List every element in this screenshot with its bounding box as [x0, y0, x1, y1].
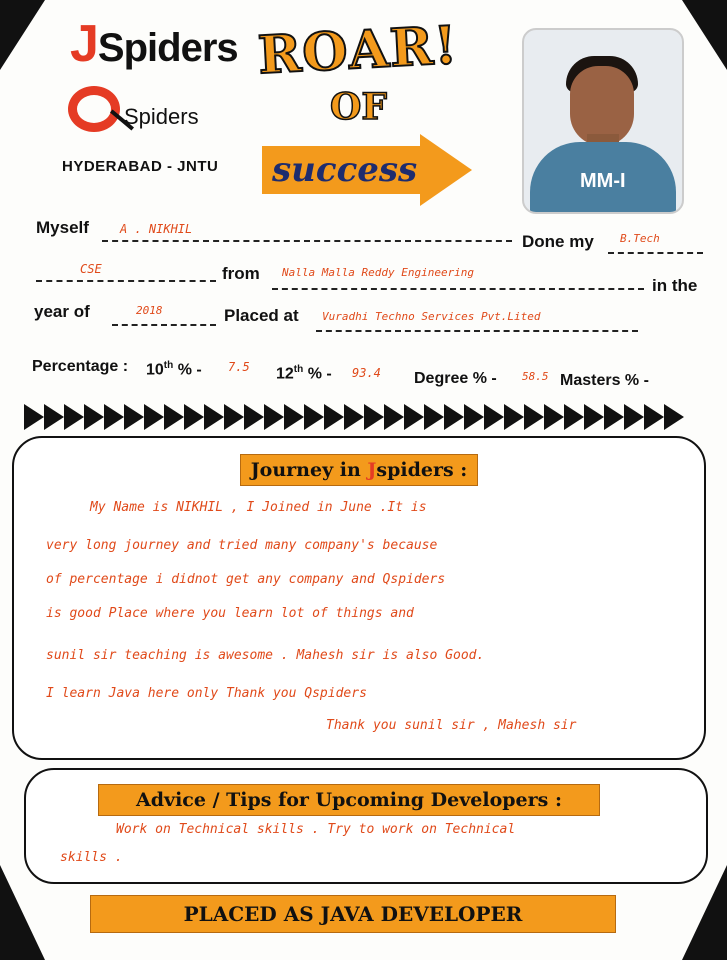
degree-pct-label: Degree % -	[414, 370, 497, 387]
chevron-right-icon	[344, 404, 364, 430]
twelfth-label-suffix: % -	[303, 365, 332, 383]
chevron-right-icon	[444, 404, 464, 430]
journey-title-post: spiders :	[376, 459, 468, 481]
chevron-right-icon	[304, 404, 324, 430]
chevron-right-icon	[104, 404, 124, 430]
percentage-label: Percentage :	[32, 358, 129, 375]
of-title: OF	[330, 86, 387, 128]
chevron-right-icon	[324, 404, 344, 430]
college-value: Nalla Malla Reddy Engineering	[282, 266, 475, 279]
chevron-right-icon	[164, 404, 184, 430]
chevron-right-icon	[184, 404, 204, 430]
in-the-label: in the	[652, 276, 698, 295]
tenth-label-number: 10	[146, 361, 164, 379]
tenth-label-sup: th	[163, 360, 174, 371]
chevron-right-icon	[284, 404, 304, 430]
chevron-right-icon	[204, 404, 224, 430]
placed-as-banner: PLACED AS JAVA DEVELOPER	[90, 895, 616, 933]
chevron-right-icon	[244, 404, 264, 430]
chevron-right-icon	[464, 404, 484, 430]
year-value: 2018	[136, 304, 163, 317]
from-label: from	[222, 264, 260, 283]
chevron-right-icon	[144, 404, 164, 430]
chevron-right-icon	[364, 404, 384, 430]
tenth-label-suffix: % -	[173, 361, 202, 379]
chevron-right-icon	[424, 404, 444, 430]
college-line	[272, 288, 644, 290]
placed-at-label: Placed at	[224, 306, 299, 325]
degree-pct-value: 58.5	[522, 370, 549, 383]
arrow-right-icon	[420, 134, 472, 206]
journey-line: Thank you sunil sir , Mahesh sir	[326, 718, 577, 733]
year-of-label: year of	[34, 302, 90, 321]
advice-line: Work on Technical skills . Try to work on Technical	[116, 822, 516, 837]
name-line	[102, 240, 512, 242]
degree-value: B.Tech	[620, 232, 660, 245]
masters-label: Masters % -	[560, 372, 649, 389]
jspiders-logo-j: J	[70, 15, 98, 73]
chevron-right-icon	[504, 404, 524, 430]
chevron-divider	[24, 404, 704, 430]
journey-line: is good Place where you learn lot of things and	[46, 606, 414, 621]
done-my-label: Done my	[522, 232, 594, 251]
chevron-right-icon	[624, 404, 644, 430]
advice-line: skills .	[60, 850, 123, 865]
twelfth-value: 93.4	[352, 366, 381, 380]
chevron-right-icon	[404, 404, 424, 430]
twelfth-label	[276, 364, 332, 383]
chevron-right-icon	[44, 404, 64, 430]
chevron-right-icon	[664, 404, 684, 430]
chevron-right-icon	[524, 404, 544, 430]
chevron-right-icon	[224, 404, 244, 430]
journey-line: very long journey and tried many company's because	[46, 538, 438, 553]
journey-title	[240, 454, 478, 486]
tenth-label	[146, 360, 202, 379]
chevron-right-icon	[564, 404, 584, 430]
branch-value: CSE	[80, 262, 102, 276]
myself-label: Myself	[36, 218, 89, 237]
name-value: A . NIKHIL	[120, 222, 193, 236]
student-photo	[522, 28, 684, 214]
journey-title-j: J	[367, 459, 377, 481]
roar-title: ROAR!	[256, 14, 460, 87]
branch-line	[36, 280, 216, 282]
year-line	[112, 324, 216, 326]
chevron-right-icon	[544, 404, 564, 430]
city-label: HYDERABAD - JNTU	[62, 158, 219, 175]
chevron-right-icon	[604, 404, 624, 430]
company-line	[316, 330, 638, 332]
twelfth-label-sup: th	[293, 364, 304, 375]
chevron-right-icon	[84, 404, 104, 430]
qspiders-logo	[68, 86, 218, 146]
chevron-right-icon	[644, 404, 664, 430]
success-arrow	[262, 134, 472, 206]
journey-line: sunil sir teaching is awesome . Mahesh sir is also Good.	[46, 648, 485, 663]
advice-title: Advice / Tips for Upcoming Developers :	[98, 784, 600, 816]
tenth-value: 7.5	[228, 360, 250, 374]
journey-line: My Name is NIKHIL , I Joined in June .It is	[90, 500, 427, 515]
jspiders-logo-text: Spiders	[97, 26, 238, 70]
chevron-right-icon	[584, 404, 604, 430]
journey-title-pre: Journey in	[250, 459, 368, 481]
company-value: Vuradhi Techno Services Pvt.Lited	[322, 310, 541, 323]
degree-line	[608, 252, 703, 254]
photo-shirt-text: MM-I	[580, 170, 626, 192]
chevron-right-icon	[264, 404, 284, 430]
jspiders-logo	[70, 14, 238, 74]
chevron-right-icon	[384, 404, 404, 430]
twelfth-label-number: 12	[276, 365, 294, 383]
journey-line: I learn Java here only Thank you Qspiders	[46, 686, 367, 701]
chevron-right-icon	[484, 404, 504, 430]
chevron-right-icon	[64, 404, 84, 430]
chevron-right-icon	[24, 404, 44, 430]
journey-line: of percentage i didnot get any company and Qspiders	[46, 572, 446, 587]
corner-top-right	[682, 0, 727, 70]
success-title: success	[272, 150, 418, 190]
chevron-right-icon	[124, 404, 144, 430]
corner-top-left	[0, 0, 45, 70]
qspiders-logo-text: Spiders	[124, 104, 199, 129]
